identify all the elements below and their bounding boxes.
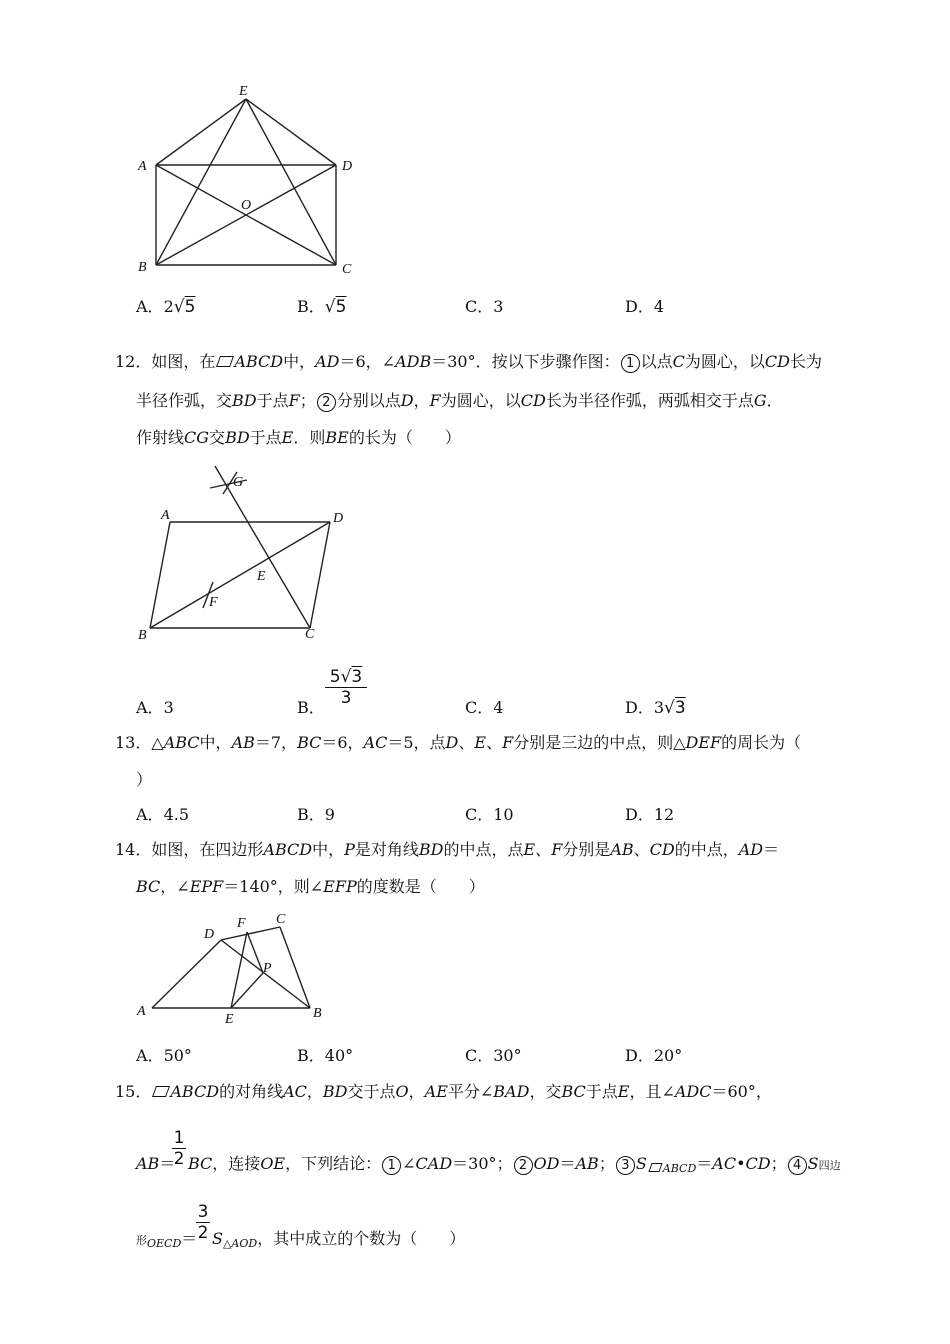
q14-option-b[interactable] xyxy=(297,1046,353,1066)
label-p: P xyxy=(263,961,272,976)
option-label: B． xyxy=(297,698,325,717)
label-a: A xyxy=(138,159,147,174)
figure-q11 xyxy=(120,75,380,285)
label-e: E xyxy=(257,569,266,584)
option-label: A． xyxy=(136,297,164,316)
segment-ea xyxy=(156,99,246,165)
label-o: O xyxy=(241,198,252,213)
label-d: D xyxy=(342,159,353,174)
label-c: C xyxy=(305,627,315,642)
label-e: E xyxy=(239,84,248,99)
circled-number-2: 2 xyxy=(514,1156,533,1175)
label-d: D xyxy=(333,511,344,526)
segment-ad xyxy=(152,940,221,1008)
figure-q12 xyxy=(125,462,365,647)
q14-line-1: 14．如图，在四边形ABCD中，P是对角线BD的中点，点E、F分别是AB、CD的中点，AD＝ xyxy=(115,840,780,859)
q15-fraction-three-halves: 3 2 xyxy=(197,1202,209,1243)
label-b: B xyxy=(138,628,147,643)
option-value: 20° xyxy=(653,1046,683,1065)
label-f: F xyxy=(209,595,218,610)
parallelogram-icon xyxy=(152,1086,170,1097)
ray-cg xyxy=(215,466,310,628)
segment-dc xyxy=(310,522,330,628)
q11-option-d[interactable] xyxy=(625,297,664,317)
label-f: F xyxy=(237,916,246,931)
option-label: D． xyxy=(625,297,654,316)
segment-ab xyxy=(150,522,170,628)
q13-option-d[interactable] xyxy=(625,805,674,825)
segment-ed xyxy=(246,99,336,165)
option-label: D． xyxy=(625,698,654,717)
label-a: A xyxy=(161,508,170,523)
circled-number-4: 4 xyxy=(788,1156,807,1175)
sqrt-icon: √ xyxy=(173,297,185,317)
label-c: C xyxy=(342,262,352,277)
segment-ef xyxy=(231,932,247,1008)
option-label: D． xyxy=(625,1046,654,1065)
parallelogram-icon xyxy=(216,356,234,367)
option-label: A． xyxy=(136,1046,164,1065)
option-label: B． xyxy=(297,1046,325,1065)
q12-line-2: 半径作弧，交BD于点F； 2 分别以点D，F为圆心，以CD长为半径作弧，两弧相交于点G． xyxy=(136,391,783,410)
option-value: 30° xyxy=(493,1046,522,1065)
q11-option-b[interactable] xyxy=(297,297,346,317)
q14-option-a[interactable] xyxy=(136,1046,192,1066)
option-value: 40° xyxy=(324,1046,354,1065)
option-value: 10 xyxy=(493,805,514,824)
q14-line-2: BC，∠EPF＝140°，则∠EFP的度数是（ ） xyxy=(136,877,485,896)
option-label: B． xyxy=(297,805,325,824)
option-value: 4 xyxy=(653,297,665,316)
radicand: 5 xyxy=(335,297,347,317)
q11-option-c[interactable] xyxy=(465,297,503,317)
q14-option-c[interactable] xyxy=(465,1046,522,1066)
figure-q14 xyxy=(125,905,345,1030)
option-label: C． xyxy=(465,805,494,824)
circled-number-2: 2 xyxy=(317,393,336,412)
q14-option-d[interactable] xyxy=(625,1046,682,1066)
option-label: C． xyxy=(465,1046,494,1065)
q15-line-1: 15． ABCD的对角线AC，BD交于点O，AE平分∠BAD，交BC于点E，且∠ADC＝60°， xyxy=(115,1082,772,1101)
label-d: D xyxy=(204,927,215,942)
option-label: A． xyxy=(136,805,164,824)
option-label: B． xyxy=(297,297,325,316)
option-label: D． xyxy=(625,805,654,824)
option-value: 3 xyxy=(163,698,174,717)
q15-line-2-start: AB＝ xyxy=(136,1154,176,1173)
sqrt-icon: √ xyxy=(340,667,352,687)
label-a: A xyxy=(137,1004,146,1019)
q15-line-3-rest: $S_{\triangle AOD}$，其中成立的个数为（ ） xyxy=(212,1229,466,1250)
segment-ep xyxy=(231,973,263,1008)
option-coef: 3 xyxy=(653,698,665,717)
q12-option-a[interactable] xyxy=(136,698,174,718)
option-coef: 2 xyxy=(163,297,174,316)
q13-option-a[interactable] xyxy=(136,805,189,825)
radicand: 5 xyxy=(184,297,196,317)
q12-line-1: 12．如图，在 ABCD中，AD＝6，∠ADB＝30°．按以下步骤作图： 1 以点C为圆心，以CD长为 xyxy=(115,352,822,371)
q13-line-1: 13．△ABC中，AB＝7，BC＝6，AC＝5，点D、E、F分别是三边的中点，则△DEF的周长为（ xyxy=(115,733,802,752)
q15-fraction-half: 1 2 xyxy=(173,1128,185,1169)
segment-dc xyxy=(221,927,280,940)
q12-option-b-fraction: 5√3 3 xyxy=(325,668,367,707)
q12-option-d[interactable] xyxy=(625,698,686,718)
label-b: B xyxy=(313,1006,322,1021)
option-label: C． xyxy=(465,297,494,316)
q11-option-a[interactable] xyxy=(136,297,195,317)
q15-line-3-start: 形$_{OECD}$＝ xyxy=(136,1229,198,1250)
option-value: 9 xyxy=(324,805,335,824)
option-value: 4 xyxy=(493,698,504,717)
label-g: G xyxy=(233,475,244,490)
q12-line-3: 作射线CG交BD于点E．则BE的长为（ ） xyxy=(136,428,461,447)
option-value: 50° xyxy=(163,1046,192,1065)
q13-option-b[interactable] xyxy=(297,805,335,825)
circled-number-1: 1 xyxy=(382,1156,401,1175)
q12-option-c[interactable] xyxy=(465,698,503,718)
circled-number-3: 3 xyxy=(616,1156,635,1175)
option-label: C． xyxy=(465,698,494,717)
label-b: B xyxy=(138,260,147,275)
sqrt-icon: √ xyxy=(664,698,675,718)
option-value: 3 xyxy=(493,297,504,316)
option-value: 12 xyxy=(653,805,675,824)
parallelogram-icon xyxy=(648,1163,662,1172)
radicand: 3 xyxy=(674,698,686,718)
option-value: 4.5 xyxy=(163,805,190,824)
q12-option-b[interactable] xyxy=(297,698,325,718)
q13-option-c[interactable] xyxy=(465,805,514,825)
segment-bd xyxy=(150,522,330,628)
option-label: A． xyxy=(136,698,164,717)
label-e: E xyxy=(225,1012,234,1027)
q13-line-2: ） xyxy=(136,770,153,789)
circled-number-1: 1 xyxy=(621,354,640,373)
label-c: C xyxy=(276,912,286,927)
q15-line-2-rest: BC，连接OE，下列结论： 1 ∠CAD＝30°； 2 OD＝AB； 3 S $_{ABCD}$＝AC•CD； 4 S四边 xyxy=(188,1154,841,1175)
sqrt-icon: √ xyxy=(324,297,336,317)
